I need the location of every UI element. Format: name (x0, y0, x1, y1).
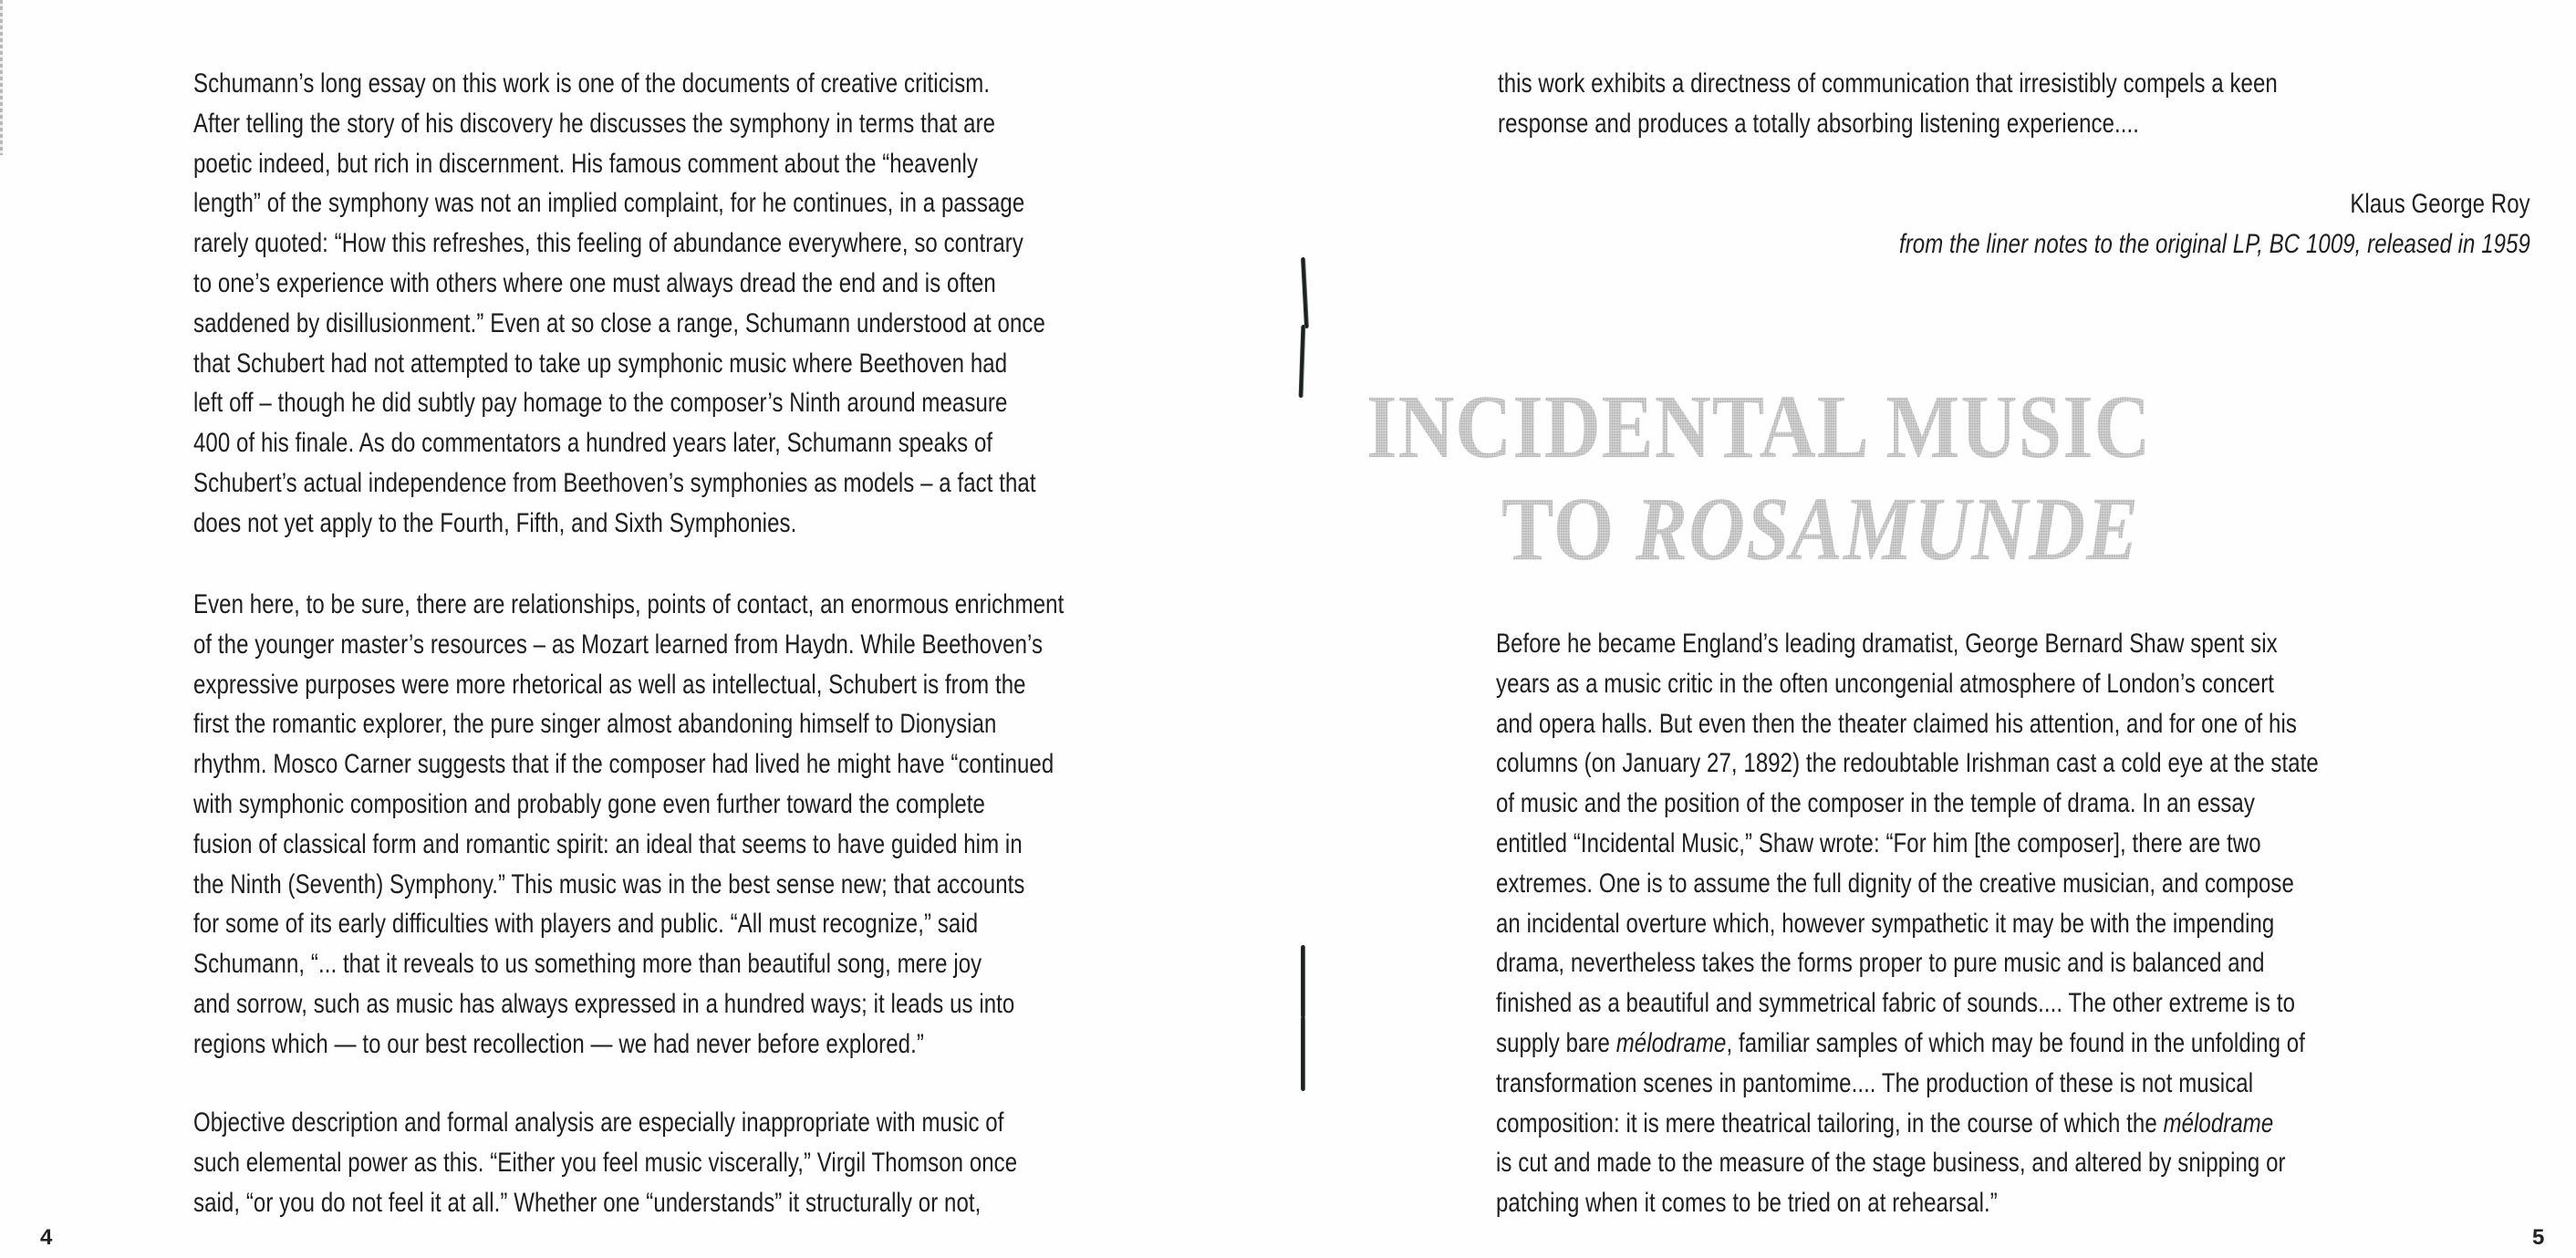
body-line: such elemental power as this. “Either you feel music viscerally,” Virgil Thomson once (193, 1147, 1018, 1178)
body-line: Before he became England’s leading dramatist, George Bernard Shaw spent six (1496, 629, 2278, 659)
body-line: saddened by disillusionment.” Even at so close a range, Schumann understood at once (193, 307, 1045, 338)
body-line: extremes. One is to assume the full dignity of the creative musician, and compose (1496, 868, 2294, 899)
body-line: length” of the symphony was not an implied complaint, for he continues, in a passage (193, 188, 1025, 219)
body-line: Objective description and formal analysis are especially inappropriate with music of (193, 1107, 1004, 1138)
body-line: columns (on January 27, 1892) the redoubtable Irishman cast a cold eye at the state (1496, 748, 2319, 779)
body-line: with symphonic composition and probably gone even further toward the complete (193, 789, 985, 819)
continuation-line: this work exhibits a directness of communication that irresistibly compels a keen (1498, 68, 2278, 99)
body-line (1496, 1104, 2273, 1144)
body-line: finished as a beautiful and symmetrical fabric of sounds.... The other extreme is to (1496, 988, 2296, 1019)
body-line: After telling the story of his discovery he discusses the symphony in terms that are (193, 108, 996, 139)
body-line: patching when it comes to be tried on at rehearsal.” (1496, 1188, 1998, 1219)
body-line (1496, 1024, 2305, 1064)
heading-rosamunde: ROSAMUNDE (1635, 478, 2140, 579)
page-number-right: 5 (2532, 1225, 2545, 1250)
body-line: and sorrow, such as music has always expressed in a hundred ways; it leads us into (193, 989, 1015, 1019)
page-number-left: 4 (40, 1225, 53, 1250)
heading-to: TO (1501, 478, 1636, 579)
body-text-segment: supply bare (1496, 1028, 1616, 1058)
body-line: fusion of classical form and romantic spirit: an ideal that seems to have guided him in (193, 828, 1023, 859)
body-line: said, “or you do not feel it at all.” Whether one “understands” it structurally or not, (193, 1187, 982, 1218)
body-line: first the romantic explorer, the pure singer almost abandoning himself to Dionysian (193, 709, 997, 740)
body-line: does not yet apply to the Fourth, Fifth, and Sixth Symphonies. (193, 507, 797, 538)
attribution-source: from the liner notes to the original LP, BC 1009, released in 1959 (1899, 229, 2530, 259)
body-line: for some of its early difficulties with players and public. “All must recognize,” said (193, 909, 979, 940)
body-line: years as a music critic in the often uncongenial atmosphere of London’s concert (1496, 668, 2275, 699)
body-line: Schumann’s long essay on this work is one of the documents of creative criticism. (193, 68, 991, 99)
body-line: left off – though he did subtly pay homage to the composer’s Ninth around measure (193, 388, 1008, 419)
section-heading-line2 (1501, 478, 2140, 579)
italic-term: mélodrame (2163, 1107, 2274, 1138)
body-line: Even here, to be sure, there are relationships, points of contact, an enormous enrichment (193, 589, 1065, 619)
body-line: 400 of his finale. As do commentators a hundred years later, Schumann speaks of (193, 428, 993, 459)
body-text-segment: , familiar samples of which may be found in the unfolding of (1726, 1028, 2305, 1058)
body-line: of the younger master’s resources – as Mozart learned from Haydn. While Beethoven’s (193, 629, 1044, 660)
body-line: and opera halls. But even then the theater claimed his attention, and for one of his (1496, 708, 2297, 739)
body-line: expressive purposes were more rhetorical as well as intellectual, Schubert is from the (193, 669, 1026, 700)
body-line: Schumann, “... that it reveals to us something more than beautiful song, mere joy (193, 949, 982, 980)
body-line: is cut and made to the measure of the stage business, and altered by snipping or (1496, 1148, 2286, 1179)
body-line: that Schubert had not attempted to take up symphonic music where Beethoven had (193, 348, 1008, 379)
body-line: to one’s experience with others where one must always dread the end and is often (193, 268, 996, 298)
body-line: transformation scenes in pantomime.... The production of these is not musical (1496, 1067, 2254, 1098)
body-line: poetic indeed, but rich in discernment. His famous comment about the “heavenly (193, 148, 979, 179)
body-line: rhythm. Mosco Carner suggests that if the composer had lived he might have “continued (193, 749, 1054, 780)
body-line: drama, nevertheless takes the forms proper to pure music and is balanced and (1496, 948, 2265, 979)
body-text-segment: composition: it is mere theatrical tailoring, in the course of which the (1496, 1107, 2164, 1138)
body-line: rarely quoted: “How this refreshes, this feeling of abundance everywhere, so contrary (193, 228, 1023, 259)
body-line: an incidental overture which, however sympathetic it may be with the impending (1496, 908, 2275, 939)
body-line: the Ninth (Seventh) Symphony.” This music was in the best sense new; that accounts (193, 868, 1025, 899)
attribution-author: Klaus George Roy (2350, 189, 2530, 219)
body-line: entitled “Incidental Music,” Shaw wrote: “For him [the composer], there are two (1496, 828, 2261, 858)
section-heading-line1: INCIDENTAL MUSIC (1366, 376, 2152, 477)
continuation-line: response and produces a totally absorbing listening experience.... (1498, 109, 2140, 139)
italic-term: mélodrame (1615, 1028, 1727, 1058)
right-page (1288, 0, 2576, 1258)
body-line: Schubert’s actual independence from Beethoven’s symphonies as models – a fact that (193, 468, 1036, 498)
body-line: of music and the position of the composer in the temple of drama. In an essay (1496, 788, 2255, 819)
body-line: regions which — to our best recollection — we had never before explored.” (193, 1028, 924, 1059)
